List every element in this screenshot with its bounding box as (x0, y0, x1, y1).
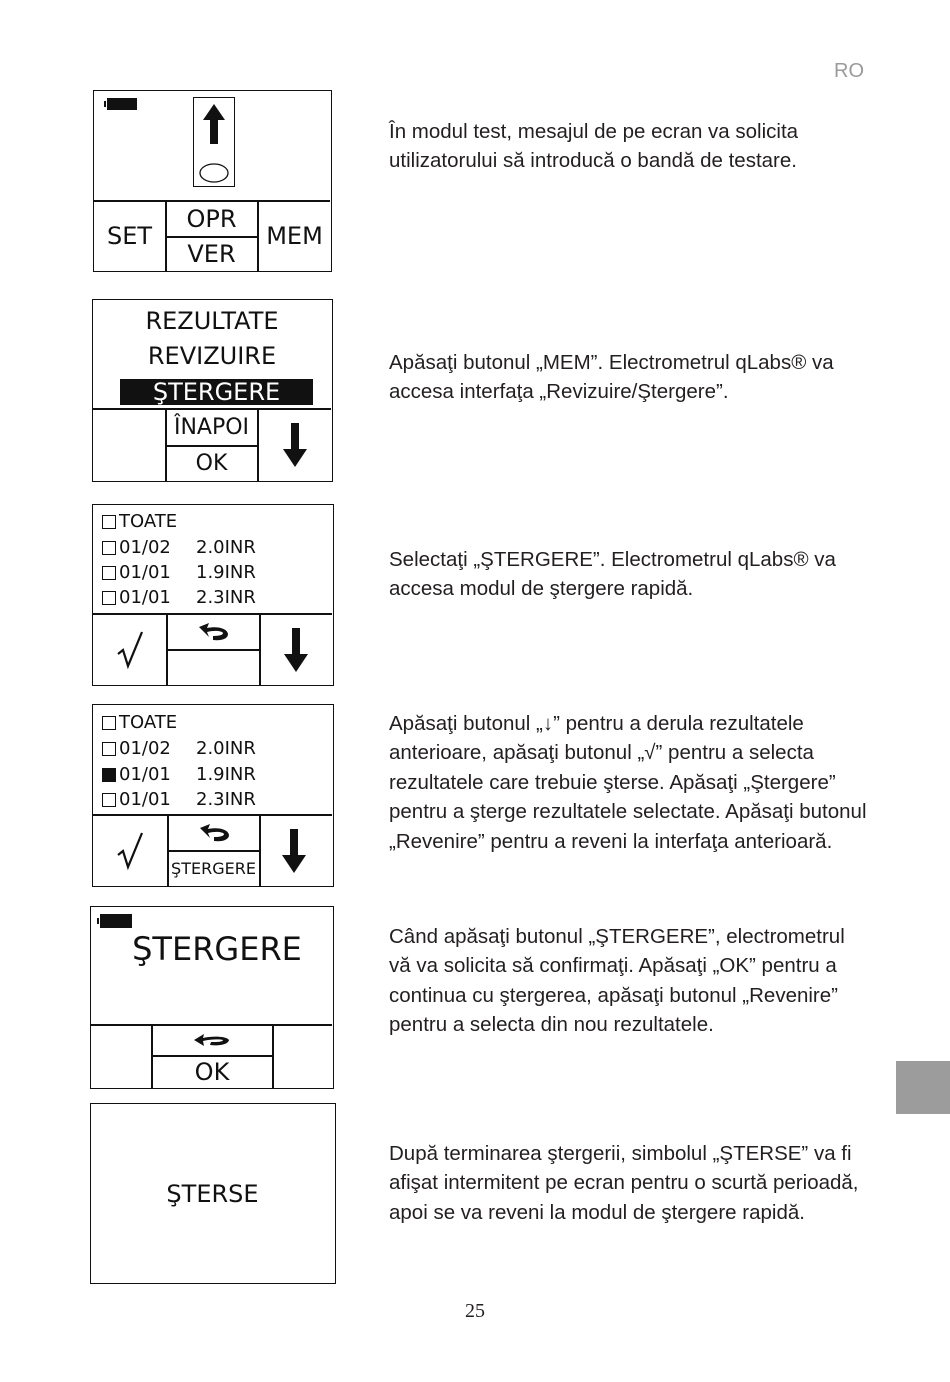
result-value: 2.0INR (196, 738, 256, 759)
menu-item-review[interactable]: REVIZUIRE (147, 342, 277, 370)
set-button[interactable]: SET (106, 222, 153, 250)
result-date: 01/01 (119, 562, 171, 583)
checkbox-checked[interactable] (102, 768, 116, 782)
result-value: 1.9INR (196, 764, 256, 785)
menu-item-results[interactable]: REZULTATE (145, 307, 279, 335)
checkbox[interactable] (102, 742, 116, 756)
result-value: 2.3INR (196, 587, 256, 608)
step-description: Apăsaţi butonul „MEM”. Electrometrul qLabs® va accesa interfaţa „Revizuire/Ştergere”. (389, 351, 834, 404)
down-arrow-button[interactable] (260, 815, 332, 886)
check-button[interactable] (93, 614, 166, 685)
result-row[interactable] (102, 789, 256, 810)
battery-icon (104, 98, 144, 110)
return-icon (192, 1033, 232, 1047)
screen-test-mode (93, 90, 332, 272)
page-number: 25 (465, 1300, 485, 1322)
return-icon (195, 622, 231, 642)
step-description: După terminarea ştergerii, simbolul „ŞTERSE” va fi afişat intermitent pe ecran pentru o scurtă perioadă, apoi se va reveni la modul de ştergere rapidă. (389, 1142, 859, 1224)
result-value: 2.3INR (196, 789, 256, 810)
battery-icon (97, 914, 135, 928)
test-strip-icon (193, 97, 235, 187)
back-button[interactable]: ÎNAPOI (173, 414, 250, 440)
down-arrow-button[interactable] (260, 614, 332, 685)
result-row[interactable] (102, 738, 256, 759)
ver-button[interactable]: VER (187, 240, 236, 268)
return-button[interactable] (167, 614, 259, 649)
result-value: 2.0INR (196, 537, 256, 558)
result-row[interactable] (102, 537, 256, 558)
step-description: Selectaţi „ŞTERGERE”. Electrometrul qLabs® va accesa modul de ştergere rapidă. (389, 548, 836, 601)
checkbox[interactable] (102, 515, 116, 529)
checkbox[interactable] (102, 541, 116, 555)
screen-review-delete-menu (92, 299, 333, 482)
checkbox[interactable] (102, 716, 116, 730)
down-arrow-icon (283, 423, 307, 467)
result-row[interactable] (102, 562, 256, 583)
check-button[interactable] (93, 815, 167, 886)
screen-deleted (90, 1103, 336, 1284)
result-date: 01/02 (119, 738, 171, 759)
result-row[interactable] (102, 587, 256, 608)
checkbox[interactable] (102, 566, 116, 580)
screen-quick-delete (92, 504, 334, 686)
select-all-row[interactable] (102, 712, 177, 733)
ok-button[interactable]: OK (194, 1058, 230, 1086)
select-all-row[interactable] (102, 511, 177, 532)
result-date: 01/01 (119, 764, 171, 785)
deleted-message: ŞTERSE (166, 1180, 259, 1208)
return-button[interactable] (152, 1025, 272, 1055)
language-label: RO (834, 60, 864, 82)
checkbox[interactable] (102, 793, 116, 807)
ok-button[interactable]: OK (195, 451, 228, 476)
result-date: 01/01 (119, 789, 171, 810)
menu-item-delete-selected[interactable]: ŞTERGERE (120, 379, 313, 405)
select-all-label: TOATE (119, 712, 178, 733)
delete-button[interactable]: ŞTERGERE (171, 859, 256, 878)
step-description: În modul test, mesajul de pe ecran va solicita utilizatorului să introducă o bandă de testare. (389, 120, 799, 173)
result-row[interactable] (102, 764, 256, 785)
checkmark-icon (116, 831, 144, 871)
screen-quick-delete-selection (92, 704, 334, 887)
return-button[interactable] (168, 815, 259, 850)
opr-button[interactable]: OPR (186, 204, 237, 233)
mem-button[interactable]: MEM (266, 222, 323, 250)
checkbox[interactable] (102, 591, 116, 605)
screen-delete-confirm (90, 906, 334, 1089)
confirm-title: ŞTERGERE (132, 930, 302, 968)
select-all-label: TOATE (119, 511, 178, 532)
down-arrow-icon (284, 628, 308, 672)
step-description: Apăsaţi butonul „↓” pentru a derula rezultatele anterioare, apăsaţi butonul „√” pentru a selecta rezultatele care trebuie şterse. Apăsaţi „Ştergere” pentru a şterge rezultatele selectate. Apăsaţi butonul „Revenire” pentru a reveni la interfaţa anterioară. (389, 712, 867, 853)
step-description: Când apăsaţi butonul „ŞTERGERE”, electrometrul vă va solicita să confirmaţi. Apăsaţi „OK” pentru a continua cu ştergerea, apăsaţi butonul „Revenire” pentru a selecta din nou rezultatele. (389, 925, 845, 1037)
down-arrow-icon (282, 829, 306, 873)
result-date: 01/01 (119, 587, 171, 608)
result-date: 01/02 (119, 537, 171, 558)
down-arrow-button[interactable] (258, 409, 331, 481)
return-icon (196, 823, 232, 843)
checkmark-icon (116, 630, 144, 670)
section-tab-marker (896, 1061, 950, 1114)
result-value: 1.9INR (196, 562, 256, 583)
